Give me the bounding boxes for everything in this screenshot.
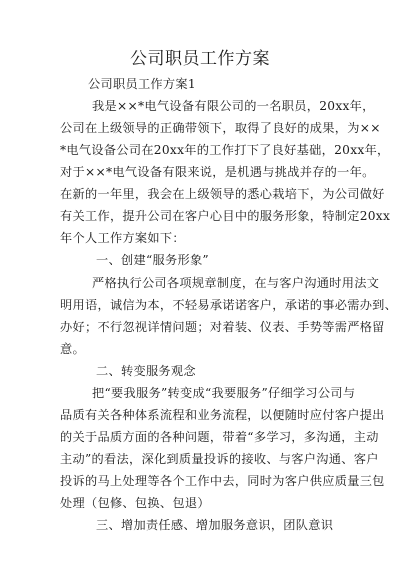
paragraph-line: 有关工作，提升公司在客户心目中的服务形象，特制定20xx [60,209,391,223]
paragraph-line: 公司在上级领导的正确带领下，取得了良好的成果，为×× [60,121,381,135]
paragraph-line: *电气设备公司在20xx年的工作打下了良好基础，20xx年， [60,143,390,157]
document-subtitle: 公司职员工作方案1 [88,77,196,91]
paragraph-line: 办好；不行忽视详情问题；对着装、仪表、手势等需严格留 [60,320,385,334]
paragraph-line: 年个人工作方案如下： [60,231,185,245]
paragraph-line: 的关于品质方面的各种问题，带着“多学习，多沟通，主动 [60,430,379,444]
paragraph-line: 把“要我服务”转变成“我要服务”仔细学习公司与 [92,386,356,400]
paragraph-line: 明用语，诚信为本，不轻易承诺诺客户，承诺的事必需办到、 [60,298,398,312]
paragraph-line: 意。 [60,342,85,356]
paragraph-line: 主动”的看法，深化到质量投诉的接收、与客户沟通、客户 [60,452,379,466]
section-heading: 三、增加责任感、增加服务意识，团队意识 [96,518,334,532]
paragraph-line: 在新的一年里，我会在上级领导的悉心栽培下，为公司做好 [60,187,385,201]
paragraph-line: 对于××*电气设备有限来说，是机遇与挑战并存的一年。 [60,165,375,179]
paragraph-line: 我是××*电气设备有限公司的一名职员，20xx年， [92,99,375,113]
paragraph-line: 处理（包修、包换、包退） [60,496,210,510]
document-title: 公司职员工作方案 [130,49,270,69]
paragraph-line: 投诉的马上处理等各个工作中去，同时为客户供应质量三包 [60,474,385,488]
section-heading: 二、转变服务观念 [96,364,196,378]
paragraph-line: 严格执行公司各项规章制度，在与客户沟通时用法文 [92,276,380,290]
paragraph-line: 品质有关各种体系流程和业务流程，以便随时应付客户提出 [60,408,385,422]
section-heading: 一、创建“服务形象” [96,253,209,267]
